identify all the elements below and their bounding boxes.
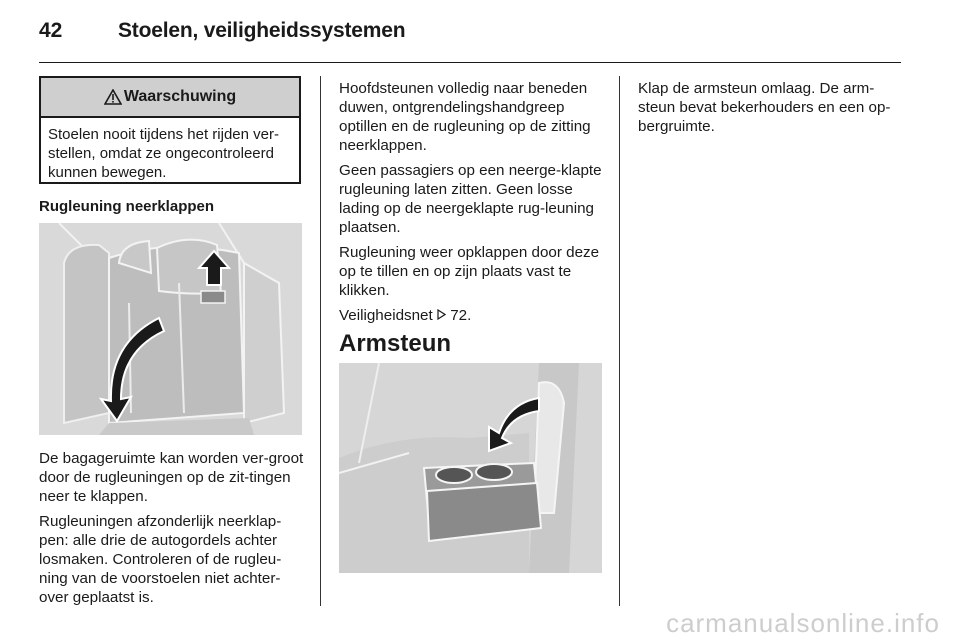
warning-title: Waarschuwing — [123, 88, 237, 105]
paragraph: De bagageruimte kan worden ver-groot door de rugleuningen op de zit-tingen neer te klappen. — [39, 450, 304, 505]
warning-triangle-icon — [104, 89, 122, 105]
armrest-drawing — [339, 363, 602, 573]
col1-body — [39, 449, 309, 613]
crossref-arrow-icon[interactable] — [437, 306, 446, 325]
warning-box — [39, 76, 301, 184]
seat-fold-drawing — [39, 223, 302, 435]
paragraph: Hoofdsteunen volledig naar beneden duwen, ontgrendelingshandgreep optillen en de rugleuning op de zitting neerklappen. — [339, 80, 591, 154]
crossref-text: Veiligheidsnet — [339, 307, 433, 324]
column-divider — [320, 76, 321, 606]
armrest-illustration — [339, 363, 602, 573]
page-title: Stoelen, veiligheidssystemen — [118, 19, 406, 42]
warning-header — [41, 78, 299, 118]
column-divider — [619, 76, 620, 606]
col3-body — [638, 79, 906, 142]
paragraph: Klap de armsteun omlaag. De arm-steun bevat bekerhouders en een op-bergruimte. — [638, 80, 891, 135]
paragraph: Rugleuning weer opklappen door deze op te tillen en op zijn plaats vast te klikken. — [339, 244, 600, 299]
subheading-rugleuning: Rugleuning neerklappen — [39, 198, 215, 215]
section-heading-armsteun: Armsteun — [339, 330, 452, 357]
crossref-line — [339, 306, 607, 325]
seat-fold-illustration — [39, 223, 302, 435]
watermark: carmanualsonline.info — [666, 608, 940, 638]
paragraph: Geen passagiers op een neerge-klapte rugleuning laten zitten. Geen losse lading op de neergeklapte rug-leuning plaatsen. — [339, 162, 602, 236]
col2-body — [339, 79, 607, 331]
page-number: 42 — [39, 19, 63, 42]
paragraph: Rugleuningen afzonderlijk neerklap-pen: alle drie de autogordels achter losmaken. Controleren of de rugleu-ning van de voorstoelen niet achter-over geplaatst is. — [39, 513, 282, 606]
warning-text: Stoelen nooit tijdens het rijden ver-stellen, omdat ze ongecontroleerd kunnen bewegen. — [48, 126, 279, 181]
crossref-page[interactable]: 72. — [450, 307, 472, 324]
header-rule — [39, 62, 901, 63]
